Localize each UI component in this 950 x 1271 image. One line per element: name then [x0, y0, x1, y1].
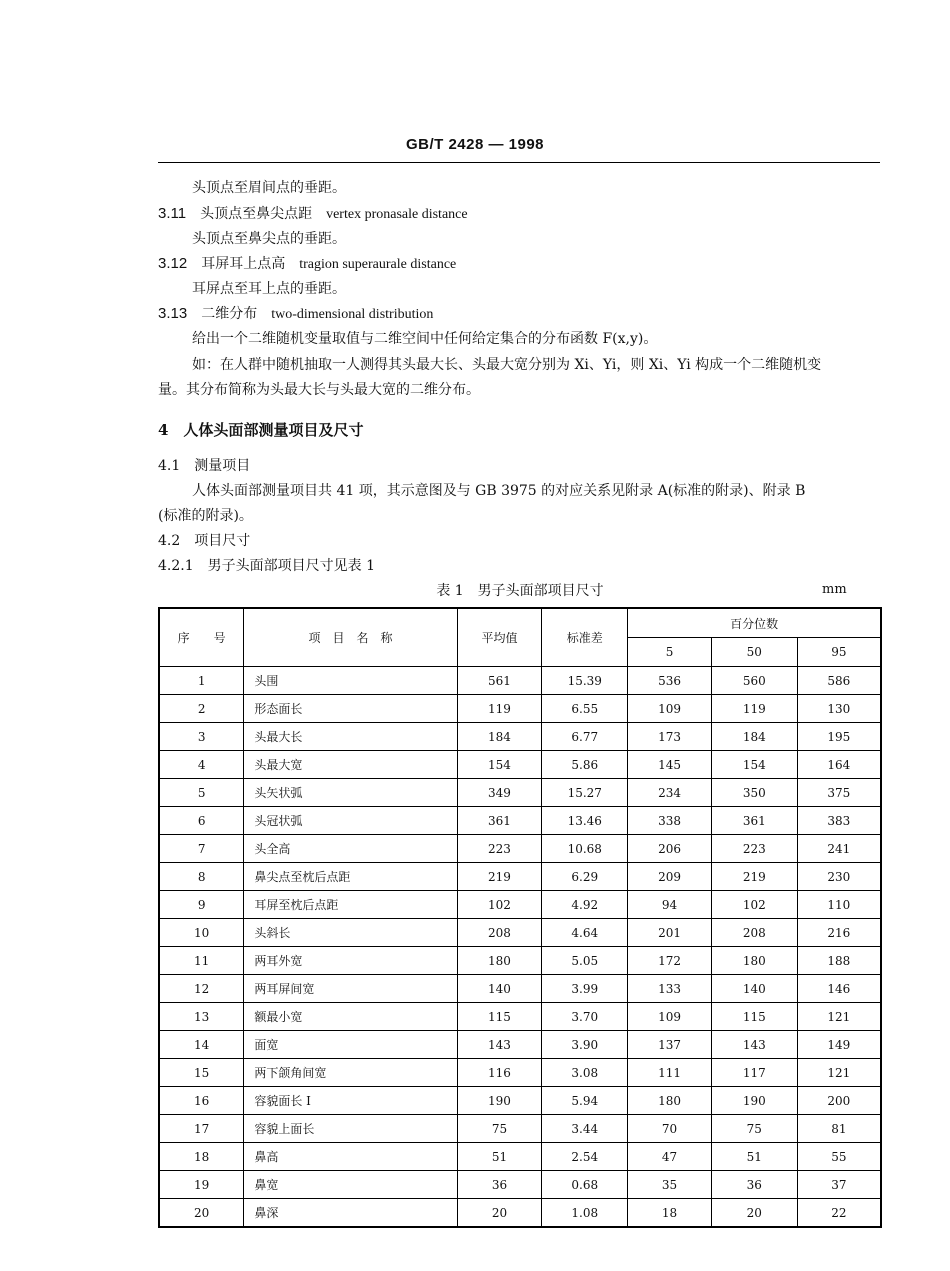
table-row — [159, 1115, 881, 1143]
cell-p95: 164 — [797, 751, 881, 779]
paragraph: 人体头面部测量项目共 41 项，其示意图及与 GB 3975 的对应关系见附录 A(标准的附录)、附录 B — [192, 483, 806, 499]
cell-seq: 2 — [159, 695, 244, 723]
cell-sd: 5.86 — [542, 751, 628, 779]
section-title: 耳屏耳上点高 — [201, 256, 286, 272]
cell-name: 容貌上面长 — [244, 1115, 457, 1143]
section-4-2-1: 4.2.1 男子头面部项目尺寸见表 1 — [158, 558, 375, 574]
cell-p5: 18 — [628, 1199, 712, 1228]
cell-sd: 4.64 — [542, 919, 628, 947]
cell-p50: 51 — [711, 1143, 797, 1171]
cell-mean: 20 — [457, 1199, 542, 1228]
header-p50: 50 — [711, 638, 797, 667]
cell-seq: 5 — [159, 779, 244, 807]
section-title: 头顶点至鼻尖点距 — [200, 206, 313, 222]
table-row — [159, 1171, 881, 1199]
cell-p5: 201 — [628, 919, 712, 947]
cell-p50: 180 — [711, 947, 797, 975]
section-title-en: tragion superaurale distance — [299, 257, 457, 272]
cell-p50: 36 — [711, 1171, 797, 1199]
cell-p50: 154 — [711, 751, 797, 779]
cell-name: 形态面长 — [244, 695, 457, 723]
cell-p95: 216 — [797, 919, 881, 947]
cell-p95: 200 — [797, 1087, 881, 1115]
table-row — [159, 751, 881, 779]
cell-mean: 190 — [457, 1087, 542, 1115]
cell-p50: 117 — [711, 1059, 797, 1087]
cell-name: 两耳外宽 — [244, 947, 457, 975]
cell-p5: 234 — [628, 779, 712, 807]
paragraph: 量。其分布简称为头最大长与头最大宽的二维分布。 — [158, 382, 480, 398]
table-caption: 表 1 男子头面部项目尺寸 — [436, 583, 604, 599]
cell-seq: 16 — [159, 1087, 244, 1115]
cell-mean: 208 — [457, 919, 542, 947]
section-3-13 — [158, 304, 433, 325]
cell-sd: 10.68 — [542, 835, 628, 863]
cell-sd: 4.92 — [542, 891, 628, 919]
cell-p5: 94 — [628, 891, 712, 919]
cell-p50: 560 — [711, 667, 797, 695]
cell-name: 额最小宽 — [244, 1003, 457, 1031]
cell-p50: 223 — [711, 835, 797, 863]
cell-mean: 140 — [457, 975, 542, 1003]
cell-name: 头最大宽 — [244, 751, 457, 779]
section-title-en: two-dimensional distribution — [271, 307, 434, 322]
table-row — [159, 723, 881, 751]
cell-p5: 109 — [628, 695, 712, 723]
cell-p95: 241 — [797, 835, 881, 863]
header-percentile: 百分位数 — [628, 608, 881, 638]
cell-p5: 111 — [628, 1059, 712, 1087]
cell-p95: 188 — [797, 947, 881, 975]
header-seq: 序 号 — [159, 608, 244, 667]
cell-p50: 119 — [711, 695, 797, 723]
cell-p95: 121 — [797, 1059, 881, 1087]
cell-sd: 5.05 — [542, 947, 628, 975]
cell-p50: 75 — [711, 1115, 797, 1143]
cell-p5: 70 — [628, 1115, 712, 1143]
cell-seq: 1 — [159, 667, 244, 695]
cell-name: 鼻尖点至枕后点距 — [244, 863, 457, 891]
section-number: 3.12 — [158, 255, 188, 272]
cell-seq: 4 — [159, 751, 244, 779]
cell-p50: 102 — [711, 891, 797, 919]
cell-p95: 383 — [797, 807, 881, 835]
header-name: 项 目 名 称 — [244, 608, 457, 667]
cell-p50: 140 — [711, 975, 797, 1003]
cell-p5: 137 — [628, 1031, 712, 1059]
cell-p95: 81 — [797, 1115, 881, 1143]
section-4-heading: 4 人体头面部测量项目及尺寸 — [158, 421, 364, 439]
cell-p50: 184 — [711, 723, 797, 751]
cell-sd: 3.99 — [542, 975, 628, 1003]
paragraph: 头顶点至眉间点的垂距。 — [192, 180, 346, 196]
cell-mean: 184 — [457, 723, 542, 751]
cell-p5: 338 — [628, 807, 712, 835]
cell-sd: 2.54 — [542, 1143, 628, 1171]
cell-p5: 172 — [628, 947, 712, 975]
cell-p5: 145 — [628, 751, 712, 779]
cell-p5: 35 — [628, 1171, 712, 1199]
table-row — [159, 1003, 881, 1031]
cell-seq: 13 — [159, 1003, 244, 1031]
cell-name: 鼻高 — [244, 1143, 457, 1171]
cell-mean: 180 — [457, 947, 542, 975]
cell-name: 耳屏至枕后点距 — [244, 891, 457, 919]
cell-seq: 9 — [159, 891, 244, 919]
table-row — [159, 891, 881, 919]
paragraph: 如：在人群中随机抽取一人测得其头最大长、头最大宽分别为 Xi、Yi，则 Xi、Yi 构成一个二维随机变 — [192, 357, 822, 373]
cell-p50: 361 — [711, 807, 797, 835]
cell-name: 两耳屏间宽 — [244, 975, 457, 1003]
cell-p95: 37 — [797, 1171, 881, 1199]
cell-mean: 75 — [457, 1115, 542, 1143]
cell-p5: 536 — [628, 667, 712, 695]
cell-p95: 55 — [797, 1143, 881, 1171]
cell-name: 头矢状弧 — [244, 779, 457, 807]
measurement-table — [158, 607, 882, 1228]
cell-p50: 190 — [711, 1087, 797, 1115]
cell-p50: 143 — [711, 1031, 797, 1059]
cell-mean: 154 — [457, 751, 542, 779]
section-number: 3.11 — [158, 205, 187, 222]
cell-name: 头斜长 — [244, 919, 457, 947]
table-row — [159, 779, 881, 807]
section-3-12 — [158, 254, 456, 275]
cell-sd: 13.46 — [542, 807, 628, 835]
table-row — [159, 919, 881, 947]
table-row — [159, 1087, 881, 1115]
section-4-1: 4.1 测量项目 — [158, 458, 251, 474]
paragraph: 给出一个二维随机变量取值与二维空间中任何给定集合的分布函数 F(x,y)。 — [192, 331, 658, 347]
table-row — [159, 807, 881, 835]
cell-sd: 6.55 — [542, 695, 628, 723]
cell-p5: 180 — [628, 1087, 712, 1115]
header-p95: 95 — [797, 638, 881, 667]
cell-sd: 6.77 — [542, 723, 628, 751]
cell-p50: 350 — [711, 779, 797, 807]
cell-p50: 219 — [711, 863, 797, 891]
cell-p50: 208 — [711, 919, 797, 947]
cell-mean: 36 — [457, 1171, 542, 1199]
table-row — [159, 863, 881, 891]
header-rule — [158, 162, 880, 163]
cell-sd: 1.08 — [542, 1199, 628, 1228]
header-p5: 5 — [628, 638, 712, 667]
table-row — [159, 667, 881, 695]
table-unit: mm — [822, 582, 847, 597]
cell-name: 容貌面长 I — [244, 1087, 457, 1115]
cell-p50: 115 — [711, 1003, 797, 1031]
cell-name: 鼻宽 — [244, 1171, 457, 1199]
table-row — [159, 1143, 881, 1171]
section-number: 3.13 — [158, 305, 188, 322]
cell-name: 两下颌角间宽 — [244, 1059, 457, 1087]
cell-sd: 6.29 — [542, 863, 628, 891]
cell-p5: 206 — [628, 835, 712, 863]
table-row — [159, 1031, 881, 1059]
cell-p5: 173 — [628, 723, 712, 751]
cell-seq: 10 — [159, 919, 244, 947]
cell-seq: 15 — [159, 1059, 244, 1087]
table-row — [159, 835, 881, 863]
cell-name: 鼻深 — [244, 1199, 457, 1228]
cell-sd: 15.39 — [542, 667, 628, 695]
cell-name: 头全高 — [244, 835, 457, 863]
cell-seq: 3 — [159, 723, 244, 751]
table-row — [159, 975, 881, 1003]
paragraph: 耳屏点至耳上点的垂距。 — [192, 281, 346, 297]
cell-sd: 5.94 — [542, 1087, 628, 1115]
cell-p95: 195 — [797, 723, 881, 751]
cell-seq: 7 — [159, 835, 244, 863]
cell-p95: 22 — [797, 1199, 881, 1228]
cell-name: 面宽 — [244, 1031, 457, 1059]
cell-seq: 20 — [159, 1199, 244, 1228]
section-title-en: vertex pronasale distance — [326, 207, 468, 222]
table-row — [159, 695, 881, 723]
table-row — [159, 947, 881, 975]
cell-p5: 47 — [628, 1143, 712, 1171]
page-header-code: GB/T 2428 — 1998 — [405, 136, 545, 153]
cell-p95: 146 — [797, 975, 881, 1003]
cell-seq: 18 — [159, 1143, 244, 1171]
cell-p95: 230 — [797, 863, 881, 891]
cell-sd: 3.44 — [542, 1115, 628, 1143]
cell-seq: 11 — [159, 947, 244, 975]
cell-sd: 3.70 — [542, 1003, 628, 1031]
cell-name: 头围 — [244, 667, 457, 695]
cell-seq: 14 — [159, 1031, 244, 1059]
cell-name: 头最大长 — [244, 723, 457, 751]
cell-sd: 3.90 — [542, 1031, 628, 1059]
cell-p5: 209 — [628, 863, 712, 891]
cell-p95: 121 — [797, 1003, 881, 1031]
section-3-11 — [158, 204, 468, 225]
cell-sd: 15.27 — [542, 779, 628, 807]
cell-seq: 6 — [159, 807, 244, 835]
cell-p95: 149 — [797, 1031, 881, 1059]
cell-seq: 19 — [159, 1171, 244, 1199]
cell-seq: 17 — [159, 1115, 244, 1143]
section-title: 二维分布 — [201, 306, 258, 322]
cell-mean: 223 — [457, 835, 542, 863]
cell-p95: 130 — [797, 695, 881, 723]
cell-sd: 0.68 — [542, 1171, 628, 1199]
cell-p95: 586 — [797, 667, 881, 695]
header-mean: 平均值 — [457, 608, 542, 667]
cell-seq: 8 — [159, 863, 244, 891]
cell-p50: 20 — [711, 1199, 797, 1228]
section-4-2: 4.2 项目尺寸 — [158, 533, 251, 549]
cell-mean: 349 — [457, 779, 542, 807]
paragraph: 头顶点至鼻尖点的垂距。 — [192, 231, 346, 247]
cell-p5: 133 — [628, 975, 712, 1003]
table-row — [159, 1199, 881, 1228]
cell-mean: 143 — [457, 1031, 542, 1059]
cell-mean: 51 — [457, 1143, 542, 1171]
cell-p95: 375 — [797, 779, 881, 807]
paragraph: (标准的附录)。 — [158, 508, 253, 524]
cell-mean: 361 — [457, 807, 542, 835]
cell-name: 头冠状弧 — [244, 807, 457, 835]
cell-mean: 561 — [457, 667, 542, 695]
header-sd: 标准差 — [542, 608, 628, 667]
cell-mean: 102 — [457, 891, 542, 919]
table-row — [159, 1059, 881, 1087]
cell-mean: 115 — [457, 1003, 542, 1031]
cell-p95: 110 — [797, 891, 881, 919]
cell-mean: 119 — [457, 695, 542, 723]
cell-p5: 109 — [628, 1003, 712, 1031]
cell-seq: 12 — [159, 975, 244, 1003]
cell-sd: 3.08 — [542, 1059, 628, 1087]
cell-mean: 219 — [457, 863, 542, 891]
cell-mean: 116 — [457, 1059, 542, 1087]
table-body — [159, 667, 881, 1228]
